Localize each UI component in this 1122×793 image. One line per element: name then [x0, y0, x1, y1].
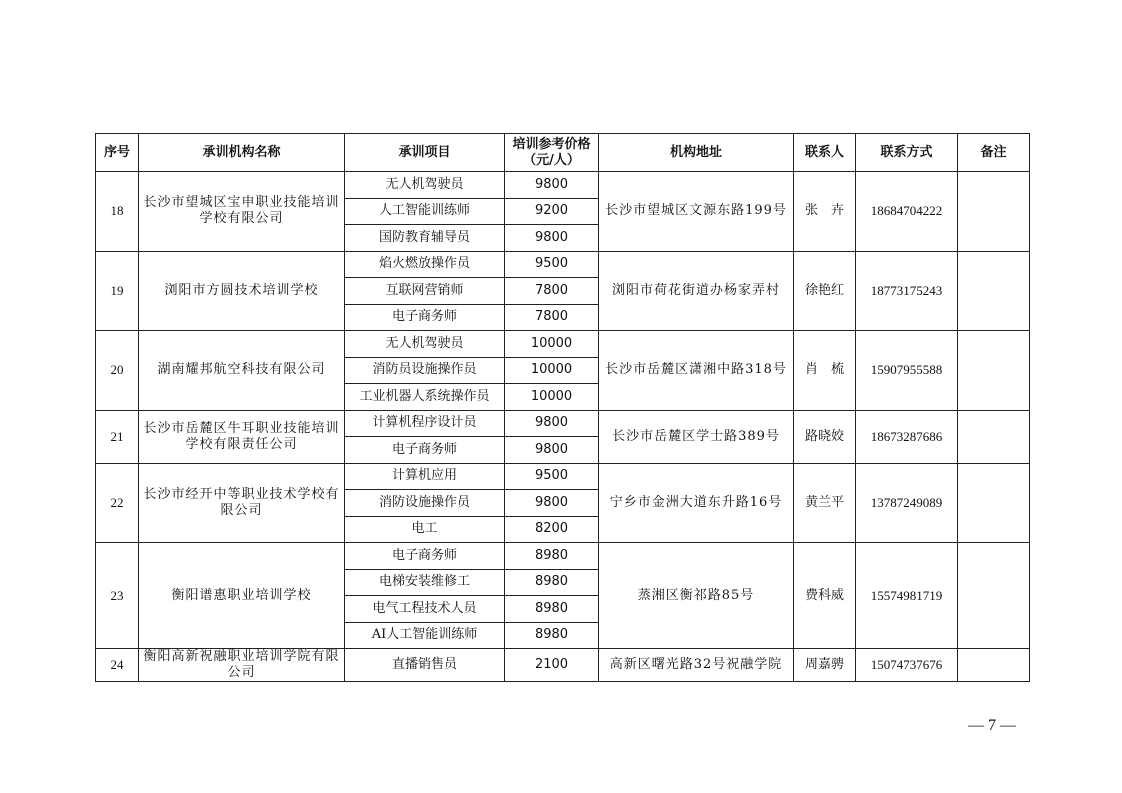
- project-name: 电子商务师: [345, 437, 505, 464]
- contact-phone: 18684704222: [856, 172, 958, 252]
- contact-person: 黄兰平: [794, 463, 856, 543]
- price-value: 10000: [505, 384, 599, 411]
- project-name: 计算机应用: [345, 463, 505, 490]
- price-value: 9800: [505, 437, 599, 464]
- price-value: 9800: [505, 225, 599, 252]
- row-index: 18: [96, 172, 139, 252]
- note-cell: [958, 543, 1030, 649]
- price-value: 9800: [505, 172, 599, 199]
- project-name: 电工: [345, 516, 505, 543]
- price-value: 9800: [505, 410, 599, 437]
- project-name: 无人机驾驶员: [345, 172, 505, 199]
- header-row: [96, 134, 1030, 172]
- price-value: 10000: [505, 357, 599, 384]
- contact-phone: 18773175243: [856, 251, 958, 331]
- row-index: 19: [96, 251, 139, 331]
- note-cell: [958, 649, 1030, 682]
- price-value: 8980: [505, 569, 599, 596]
- contact-phone: 15907955588: [856, 331, 958, 411]
- project-name: 消防员设施操作员: [345, 357, 505, 384]
- table-row: [96, 331, 1030, 358]
- price-value: 9500: [505, 463, 599, 490]
- org-name: 衡阳高新祝融职业培训学院有限公司: [139, 649, 345, 682]
- row-index: 22: [96, 463, 139, 543]
- price-value: 8200: [505, 516, 599, 543]
- header-contact: 联系人: [794, 134, 856, 172]
- contact-person: 费科威: [794, 543, 856, 649]
- project-name: 直播销售员: [345, 649, 505, 682]
- page-number: — 7 —: [968, 717, 1016, 734]
- project-name: 电气工程技术人员: [345, 596, 505, 623]
- project-name: 电子商务师: [345, 543, 505, 570]
- table-row: [96, 543, 1030, 570]
- header-project: 承训项目: [345, 134, 505, 172]
- table-row: [96, 649, 1030, 682]
- project-name: 电子商务师: [345, 304, 505, 331]
- project-name: 计算机程序设计员: [345, 410, 505, 437]
- project-name: 焰火燃放操作员: [345, 251, 505, 278]
- price-value: 8980: [505, 596, 599, 623]
- price-value: 9200: [505, 198, 599, 225]
- org-address: 长沙市岳麓区潇湘中路318号: [599, 331, 794, 411]
- price-value: 7800: [505, 278, 599, 305]
- note-cell: [958, 410, 1030, 463]
- header-price: 培训参考价格（元/人）: [505, 134, 599, 172]
- price-value: 2100: [505, 649, 599, 682]
- contact-phone: 15074737676: [856, 649, 958, 682]
- row-index: 21: [96, 410, 139, 463]
- price-value: 9500: [505, 251, 599, 278]
- contact-person: 周嘉骋: [794, 649, 856, 682]
- org-address: 高新区曙光路32号祝融学院: [599, 649, 794, 682]
- org-address: 蒸湘区衡祁路85号: [599, 543, 794, 649]
- note-cell: [958, 172, 1030, 252]
- price-value: 7800: [505, 304, 599, 331]
- org-name: 浏阳市方圆技术培训学校: [139, 251, 345, 331]
- table-row: [96, 463, 1030, 490]
- org-name: 长沙市经开中等职业技术学校有限公司: [139, 463, 345, 543]
- org-name: 长沙市岳麓区牛耳职业技能培训学校有限责任公司: [139, 410, 345, 463]
- org-address: 长沙市望城区文源东路199号: [599, 172, 794, 252]
- project-name: 消防设施操作员: [345, 490, 505, 517]
- header-address: 机构地址: [599, 134, 794, 172]
- project-name: 电梯安装维修工: [345, 569, 505, 596]
- header-index: 序号: [96, 134, 139, 172]
- table-body: [96, 172, 1030, 682]
- contact-person: 路晓姣: [794, 410, 856, 463]
- table-row: [96, 251, 1030, 278]
- header-org: 承训机构名称: [139, 134, 345, 172]
- org-address: 浏阳市荷花街道办杨家弄村: [599, 251, 794, 331]
- header-note: 备注: [958, 134, 1030, 172]
- price-value: 8980: [505, 622, 599, 649]
- org-address: 长沙市岳麓区学士路389号: [599, 410, 794, 463]
- contact-phone: 15574981719: [856, 543, 958, 649]
- table-row: [96, 410, 1030, 437]
- org-name: 湖南耀邦航空科技有限公司: [139, 331, 345, 411]
- contact-person: 徐艳红: [794, 251, 856, 331]
- project-name: AI人工智能训练师: [345, 622, 505, 649]
- contact-phone: 18673287686: [856, 410, 958, 463]
- project-name: 工业机器人系统操作员: [345, 384, 505, 411]
- row-index: 23: [96, 543, 139, 649]
- note-cell: [958, 251, 1030, 331]
- row-index: 24: [96, 649, 139, 682]
- project-name: 人工智能训练师: [345, 198, 505, 225]
- table-row: [96, 172, 1030, 199]
- price-value: 10000: [505, 331, 599, 358]
- note-cell: [958, 463, 1030, 543]
- org-name: 长沙市望城区宝申职业技能培训学校有限公司: [139, 172, 345, 252]
- project-name: 互联网营销师: [345, 278, 505, 305]
- price-value: 8980: [505, 543, 599, 570]
- contact-person: 肖 梳: [794, 331, 856, 411]
- contact-phone: 13787249089: [856, 463, 958, 543]
- org-name: 衡阳谱惠职业培训学校: [139, 543, 345, 649]
- org-address: 宁乡市金洲大道东升路16号: [599, 463, 794, 543]
- contact-person: 张 卉: [794, 172, 856, 252]
- project-name: 无人机驾驶员: [345, 331, 505, 358]
- price-value: 9800: [505, 490, 599, 517]
- row-index: 20: [96, 331, 139, 411]
- header-phone: 联系方式: [856, 134, 958, 172]
- project-name: 国防教育辅导员: [345, 225, 505, 252]
- training-org-table: [95, 133, 1030, 682]
- note-cell: [958, 331, 1030, 411]
